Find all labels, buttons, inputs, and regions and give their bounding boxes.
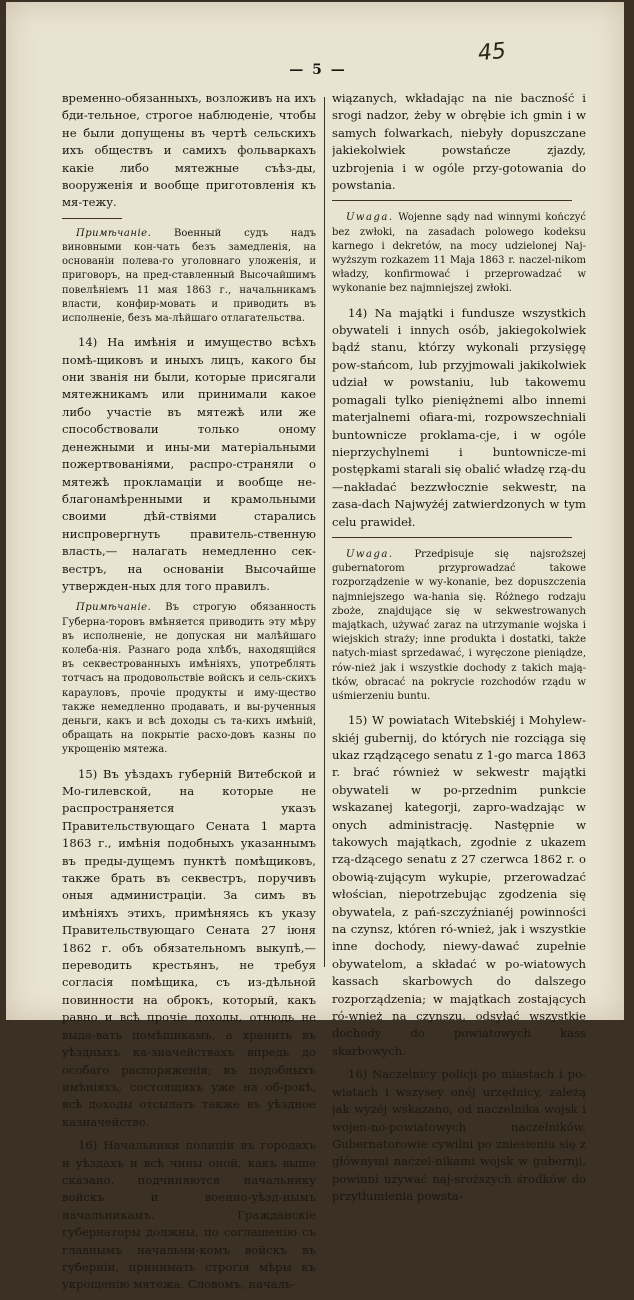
pl-paragraph-16: 16) Naczelnicy policji po miastach i po-wiatach i wszysey onéj urzędnicy, zależą jak wyżéj wskazano, od naczelnika wojsk i wojen-no-powiatowych naczelników. Gubernatorowie cywilni po zniesieniu się z głównymi naczel-nikami wojsk w gubernji, powinni używać naj-sroższych środków do przytłumienia powsta- [332,1067,586,1204]
russian-column [62,90,316,1300]
pl-note-1-text: Wojenne sądy nad winnymi kończyć bez zwłoki, na zasadach polowego kodeksu karnego i dekretów, na mocy udzielonej Naj-wyższym rozkazem 11 Maja 1863 r. naczel-nikom władzy, konfirmować i przeprowadzać w wykonanie bez najmniejszej zwłoki. [332,212,586,295]
pl-rule-1 [332,200,572,201]
pl-note-2-label: Uwaga. [346,548,394,560]
ru-rule-1 [62,218,122,219]
pl-note-1 [332,211,586,296]
pl-note-2-text: Przedpisuje się najsroższej gubernatorom przyprowadzać takowe rozporządzenie w wy-konanie, bez dopuszczenia najmniejszego wa-hania się. Różnego rodzaju zboże, znajdujące się w sekwestrowanych majątkach, używać zaraz na utrzymanie wojska i wiejskich straży; inne produkta i dostatki, także natych-miast sprzedawać, i wyręczone pieniądze, rów-nież jak i wszystkie dochody z takich mają-tków, obracać na pokrycie rozchodów rządu w uśmierzeniu buntu. [332,548,586,702]
ru-paragraph-15: 15) Въ уѣздахъ губерній Витебской и Мо-гилевской, на которые не распространяется указъ Правительствующаго Сената 1 марта 1863 г., имѣнія подобныхъ указаннымъ въ преды-дущемъ пунктѣ помѣщиковъ, также брать въ секвестръ, поручивъ оныя администраціи. За симъ въ имѣніяхъ этихъ, примѣняясь къ указу Правительствующаго Сената 27 іюня 1862 г. объ обязательномъ выкупѣ,— переводить крестьянъ, не требуя согласія помѣщика, съ из-дѣльной повинности на оброкъ, который, какъ равно и всѣ прочіе доходы, отнюдь не выда-вать помѣщикамъ, а хранить въ уѣздныхъ ка-значействахъ впредь до особаго распоряженія; въ подобныхъ имѣніяхъ, состоящихъ уже на об-рокѣ, всѣ доходы отсылать также въ уѣздное казначейство. [62,766,316,1129]
pl-paragraph-continued: wiązanych, wkładając na nie baczność i srogi nadzor, żeby w obrębie ich gmin i w samych folwarkach, niebyły dopuszczane jakiekolwiek powstańcze zjazdy, uzbrojenia i w ogóle przy-gotowania do powstania. [332,91,586,193]
ru-note-2-label: Примѣчаніе. [76,602,152,614]
polish-column [332,90,586,1212]
ru-paragraph-16: 16) Начальники полиціи въ городахъ и уѣздахъ и всѣ чины оной, какъ выше сказано, подчиняются начальнику войскъ и военно-уѣзд-нымъ начальникамъ. Гражданскіе губернаторы должны, по соглашенію съ главнымъ начальни-комъ войскъ въ губерніи, принимать строгія мѣры къ укрощенію мятежа. Словомъ, началь- [62,1138,316,1292]
document-page [6,2,624,1292]
handwritten-page-number: 45 [476,38,508,67]
pl-paragraph-15: 15) W powiatach Witebskiéj i Mohylew-skiéj gubernij, do których nie rozciąga się ukaz rządzącego senatu z 1-go marca 1863 r. brać również w sekwestr majątki obywateli w po-przednim punkcie wskazanej kategorji, zapro-wadzając w onych administrację. Następnie w takowych majątkach, zgodnie z ukazem rzą-dzącego senatu z 27 czerwca 1862 r. o obowią-zującym wykupie, przerowadzać włościan, niepotrzebując zgodzenia się obywatela, z pań-szczyźnianéj powinności na czynsz, któren ró-wnież, jak i wszystkie inne dochody, niewy-dawać zupełnie obywatelom, a składać w po-wiatowych kassach skarbowych do dalszego rozporządzenia; w majątkach zostających ró-wnież na czynszu, odsyłać wszystkie dochody do powiatowych kass skarbowych. [332,713,586,1058]
pl-note-2 [332,548,586,704]
pl-paragraph-14: 14) Na majątki i fundusze wszystkich obywateli i innych osób, jakiegokolwiek bądź stanu, którzy wykonali przysięgę pow-stańcom, lub przyjmowali jakikolwiek udział w powstaniu, lub takowemu pomagali tylko pieniężnemi albo innemi materjalnemi ofiara-mi, rozpowszechniali buntownicze proklama-cje, i w ogóle nieprzychylnemi i buntownicze-mi postępkami starali się obalić władzę rzą-du—nakładać bezzwłocznie sekwestr, na zasa-dach Najwyżéj zatwierdzonych w tym celu prawideł. [332,305,586,529]
ru-paragraph-14: 14) На имѣнія и имущество всѣхъ помѣ-щиковъ и иныхъ лицъ, какого бы они званія ни были, которые присягали мятежникамъ или принимали какое либо участіе въ мятежѣ или же способствовали только оному денежными и ины-ми матеріальными пожертвованіями, распро-страняли о мятежѣ прокламаціи и вообще не-благонамѣренными и крамольными своими дѣй-ствіями старались ниспровергнуть правитель-ственную власть,— налагать немедленно сек-вестръ, на основаніи Высочайше утвержден-ных для того правилъ. [62,335,316,593]
ru-note-2 [62,601,316,757]
column-divider [324,97,325,967]
page-number: — 5 — [289,62,347,78]
ru-paragraph-continued: временно-обязанныхъ, возложивъ на ихъ бди-тельное, строгое наблюденіе, чтобы не были допущены въ чертѣ сельскихъ ихъ обществъ и самихъ фольваркахъ какіе либо мятежные съѣз-ды, вооруженія и вообще приготовленія къ мя-тежу. [62,91,316,210]
ru-note-1-label: Примѣчаніе. [76,227,152,239]
pl-note-1-label: Uwaga. [346,212,394,224]
ru-note-1 [62,227,316,326]
ru-note-2-text: Въ строгую обязанность Губерна-торовъ вмѣняется приводить эту мѣру въ исполненіе, не допуская ни малѣйшаго колеба-нія. Разнаго рода хлѣбъ, находящійся въ секвестрованныхъ имѣніяхъ, употреблять тотчасъ на продовольствіе войскъ и сель-скихъ карауловъ, прочіе продукты и иму-щество также немедленно продавать, и вы-рученныя деньги, какъ и всѣ доходы съ та-кихъ имѣній, обращать на покрытіе расхо-довъ казны по укрощенію мятежа. [62,602,316,756]
pl-rule-2 [332,537,572,538]
ru-note-1-text: Военный судъ надъ виновными кон-чать безъ замедленія, на основаніи полева-го уголовнаго уложенія, и приговоръ, на пред-ставленный Высочайшимъ повелѣніемъ 11 мая 1863 г., начальникамъ власти, конфир-мовать и приводить въ исполненіе, безъ ма-лѣйшаго отлагательства. [62,227,316,325]
